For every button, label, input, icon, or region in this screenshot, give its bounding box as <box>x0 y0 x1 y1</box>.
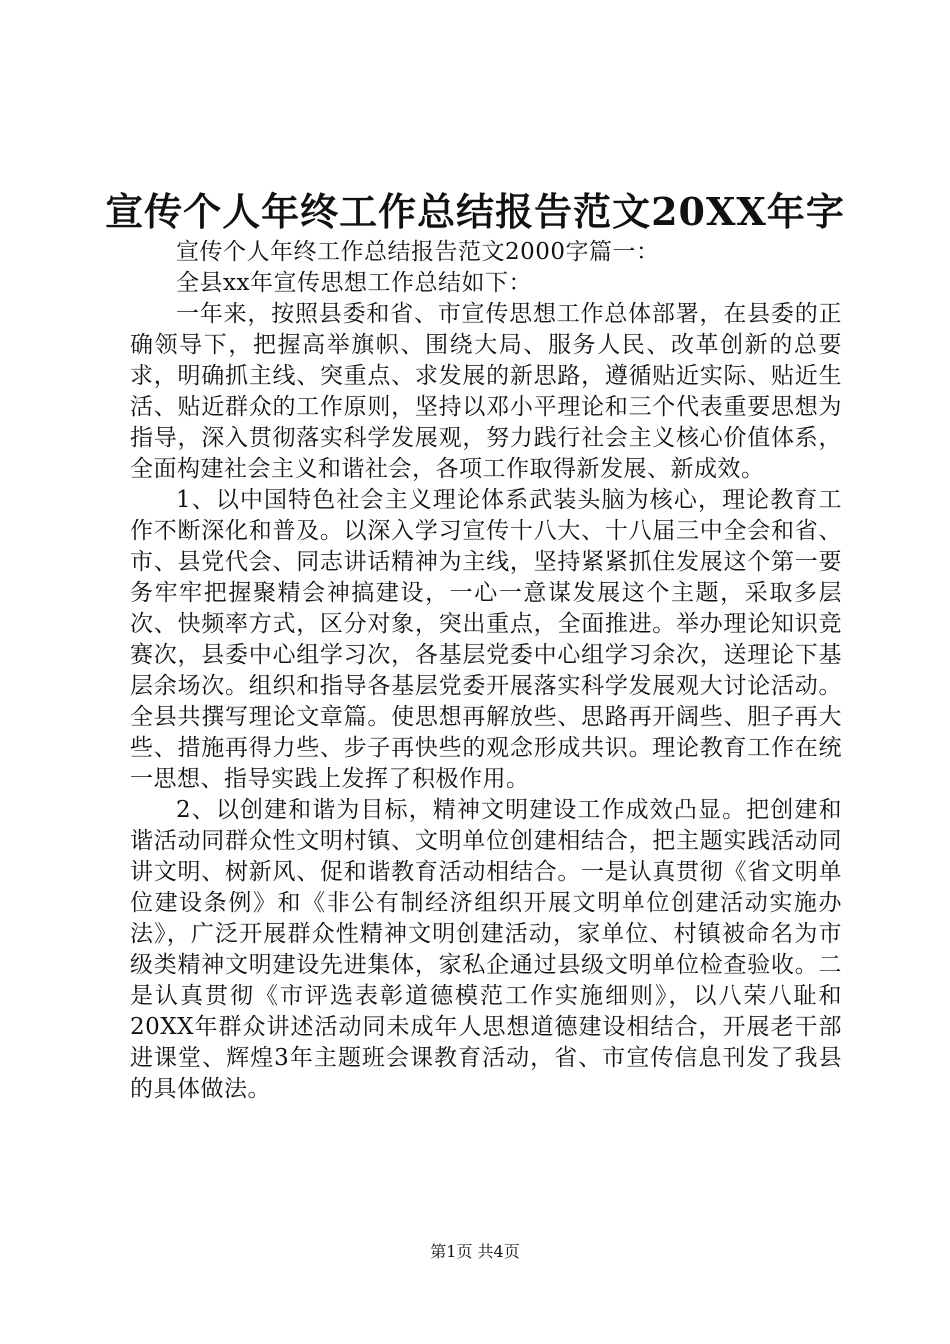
paragraph-theory-education: 1、以中国特色社会主义理论体系武装头脑为核心，理论教育工作不断深化和普及。以深入学习宣传十八大、十八届三中全会和省、市、县党代会、同志讲话精神为主线，坚持紧紧抓住发展这个第一要务牢牢把握聚精会神搞建设，一心一意谋发展这个主题，采取多层次、快频率方式，区分对象，突出重点，全面推进。举办理论知识竞赛次，县委中心组学习次，各基层党委中心组学习余次，送理论下基层余场次。组织和指导各基层党委开展落实科学发展观大讨论活动。全县共撰写理论文章篇。使思想再解放些、思路再开阔些、胆子再大些、措施再得力些、步子再快些的观念形成共识。理论教育工作在统一思想、指导实践上发挥了积极作用。 <box>130 487 842 792</box>
paragraph-spiritual-civilization: 2、以创建和谐为目标，精神文明建设工作成效凸显。把创建和谐活动同群众性文明村镇、文明单位创建相结合，把主题实践活动同讲文明、树新风、促和谐教育活动相结合。一是认真贯彻《省文明单位建设条例》和《非公有制经济组织开展文明单位创建活动实施办法》，广泛开展群众性精神文明创建活动，家单位、村镇被命名为市级类精神文明建设先进集体，家私企通过县级文明单位检查验收。二是认真贯彻《市评选表彰道德模范工作实施细则》，以八荣八耻和20XX年群众讲述活动同未成年人思想道德建设相结合，开展老干部进课堂、辉煌3年主题班会课教育活动，省、市宣传信息刊发了我县的具体做法。 <box>130 797 842 1102</box>
paragraph-overview: 一年来，按照县委和省、市宣传思想工作总体部署，在县委的正确领导下，把握高举旗帜、围绕大局、服务人民、改革创新的总要求，明确抓主线、突重点、求发展的新思路，遵循贴近实际、贴近生活、贴近群众的工作原则，坚持以邓小平理论和三个代表重要思想为指导，深入贯彻落实科学发展观，努力践行社会主义核心价值体系，全面构建社会主义和谐社会，各项工作取得新发展、新成效。 <box>130 301 842 482</box>
document-body <box>130 237 842 1105</box>
paragraph-intro-heading: 宣传个人年终工作总结报告范文2000字篇一： <box>176 239 660 265</box>
document-title: 宣传个人年终工作总结报告范文20XX年字 <box>105 189 845 234</box>
page-number-footer: 第1页 共4页 <box>430 1242 520 1261</box>
paragraph-summary-lead: 全县xx年宣传思想工作总结如下： <box>176 270 532 296</box>
